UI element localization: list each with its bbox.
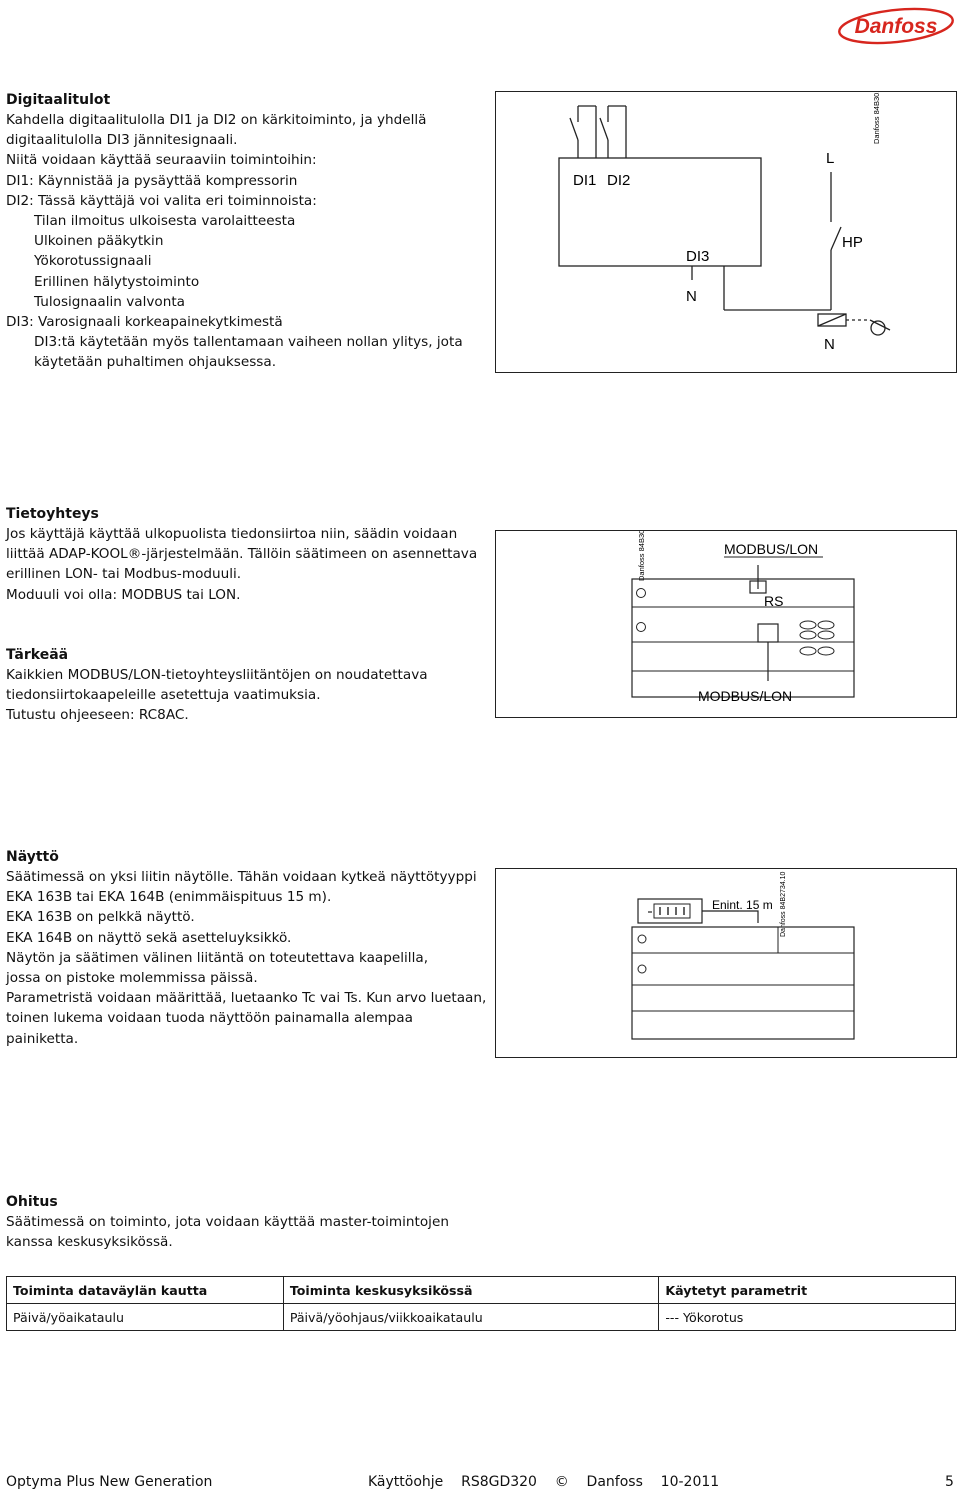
paragraph-line: jossa on pistoke molemmissa päissä. <box>6 970 258 987</box>
list-item: Ulkoinen pääkytkin <box>34 233 164 250</box>
paragraph-line: Niitä voidaan käyttää seuraaviin toimintoihin: <box>6 152 317 169</box>
cable-length-label: Enint. 15 m <box>712 898 773 912</box>
section-title: Ohitus <box>6 1194 58 1210</box>
paragraph-line: liittää ADAP-KOOL®-järjestelmään. Tällöin säätimeen on asennettava <box>6 546 478 563</box>
paragraph-line: EKA 164B on näyttö sekä asetteluyksikkö. <box>6 929 292 946</box>
table-cell: Päivä/yöaikataulu <box>7 1304 284 1331</box>
di2-label: DI2 <box>607 172 631 189</box>
drawing-code: Danfoss 84B3017.11 <box>872 92 881 144</box>
paragraph-line: Säätimessä on yksi liitin näytölle. Tähän voidaan kytkeä näyttötyyppi <box>6 869 477 885</box>
section-title: Tärkeää <box>6 647 69 663</box>
paragraph-line: EKA 163B tai EKA 164B (enimmäispituus 15 m). <box>6 889 332 906</box>
paragraph-line: DI2: Tässä käyttäjä voi valita eri toiminnoista: <box>6 192 317 209</box>
paragraph-line: käytetään puhaltimen ohjauksessa. <box>34 354 277 371</box>
drawing-code: Danfoss 84B3018.11 <box>637 531 646 581</box>
paragraph-line: Kaikkien MODBUS/LON-tietoyhteysliitäntöjen on noudatettava <box>6 667 428 683</box>
digital-inputs-diagram <box>495 91 957 373</box>
override-functions-table <box>6 1276 956 1331</box>
table-cell: Päivä/yöohjaus/viikkoaikataulu <box>283 1304 659 1331</box>
paragraph-line: EKA 163B on pelkkä näyttö. <box>6 909 195 926</box>
hp-label: HP <box>842 234 863 251</box>
list-item: Tilan ilmoitus ulkoisesta varolaitteesta <box>34 213 296 230</box>
list-item: Tulosignaalin valvonta <box>34 293 185 310</box>
section-title: Tietoyhteys <box>6 506 99 522</box>
section-title: Näyttö <box>6 849 59 865</box>
list-item: Yökorotussignaali <box>34 253 152 270</box>
paragraph-line: tiedonsiirtokaapeleille asetettuja vaatimuksia. <box>6 687 321 704</box>
paragraph-line: DI3: Varosignaali korkeapainekytkimestä <box>6 314 283 331</box>
list-item: Erillinen hälytystoiminto <box>34 273 200 290</box>
table-row <box>7 1304 956 1331</box>
paragraph-line: Näytön ja säätimen välinen liitäntä on toteutettava kaapelilla, <box>6 949 429 966</box>
paragraph-line: erillinen LON- tai Modbus-moduuli. <box>6 566 242 583</box>
paragraph-line: Tutustu ohjeeseen: RC8AC. <box>6 707 189 724</box>
override-section <box>6 1192 449 1252</box>
di3-label: DI3 <box>686 248 710 265</box>
footer-document-info: Käyttöohje RS8GD320 © Danfoss 10-2011 <box>368 1474 720 1490</box>
table-cell: --- Yökorotus <box>659 1304 956 1331</box>
display-connection-diagram <box>495 868 957 1058</box>
display-section <box>6 847 486 1049</box>
communication-section <box>6 504 477 605</box>
column-header: Toiminta dataväylän kautta <box>7 1277 284 1304</box>
column-header: Käytetyt parametrit <box>659 1277 956 1304</box>
danfoss-logo <box>836 6 956 46</box>
paragraph-line: DI1: Käynnistää ja pysäyttää kompressorin <box>6 172 298 189</box>
paragraph-line: Parametristä voidaan määrittää, luetaanko Tc vai Ts. Kun arvo luetaan, <box>6 990 487 1007</box>
footer-product-name: Optyma Plus New Generation <box>6 1474 213 1490</box>
paragraph-line: Jos käyttäjä käyttää ulkopuolista tiedonsiirtoa niin, säädin voidaan <box>6 526 458 542</box>
neutral-label: N <box>686 288 697 305</box>
page-number: 5 <box>945 1474 954 1490</box>
modbus-lon-label: MODBUS/LON <box>698 688 793 704</box>
column-header: Toiminta keskusyksikössä <box>283 1277 659 1304</box>
paragraph-line: Kahdella digitaalitulolla DI1 ja DI2 on kärkitoiminto, ja yhdellä <box>6 112 427 128</box>
paragraph-line: kanssa keskusyksikössä. <box>6 1234 173 1251</box>
rs-label: RS <box>764 593 784 609</box>
paragraph-line: digitaalitulolla DI3 jännitesignaali. <box>6 132 238 149</box>
drawing-code: Danfoss 84B2734.10 <box>780 871 787 937</box>
paragraph-line: painiketta. <box>6 1030 79 1047</box>
important-section <box>6 645 428 726</box>
paragraph-line: toinen lukema voidaan tuoda näyttöön painamalla alempaa <box>6 1010 413 1027</box>
di1-label: DI1 <box>573 172 597 189</box>
neutral-label: N <box>824 336 835 353</box>
paragraph-line: Säätimessä on toiminto, jota voidaan käyttää master-toimintojen <box>6 1214 449 1230</box>
paragraph-line: Moduuli voi olla: MODBUS tai LON. <box>6 586 241 603</box>
line-label: L <box>826 150 835 167</box>
digital-inputs-section <box>6 90 463 373</box>
table-header-row <box>7 1277 956 1304</box>
modbus-lon-label: MODBUS/LON <box>724 541 819 557</box>
communication-module-diagram <box>495 530 957 718</box>
section-title: Digitaalitulot <box>6 92 111 108</box>
paragraph-line: DI3:tä käytetään myös tallentamaan vaiheen nollan ylitys, jota <box>34 334 463 351</box>
svg-text:Danfoss: Danfoss <box>854 15 938 38</box>
